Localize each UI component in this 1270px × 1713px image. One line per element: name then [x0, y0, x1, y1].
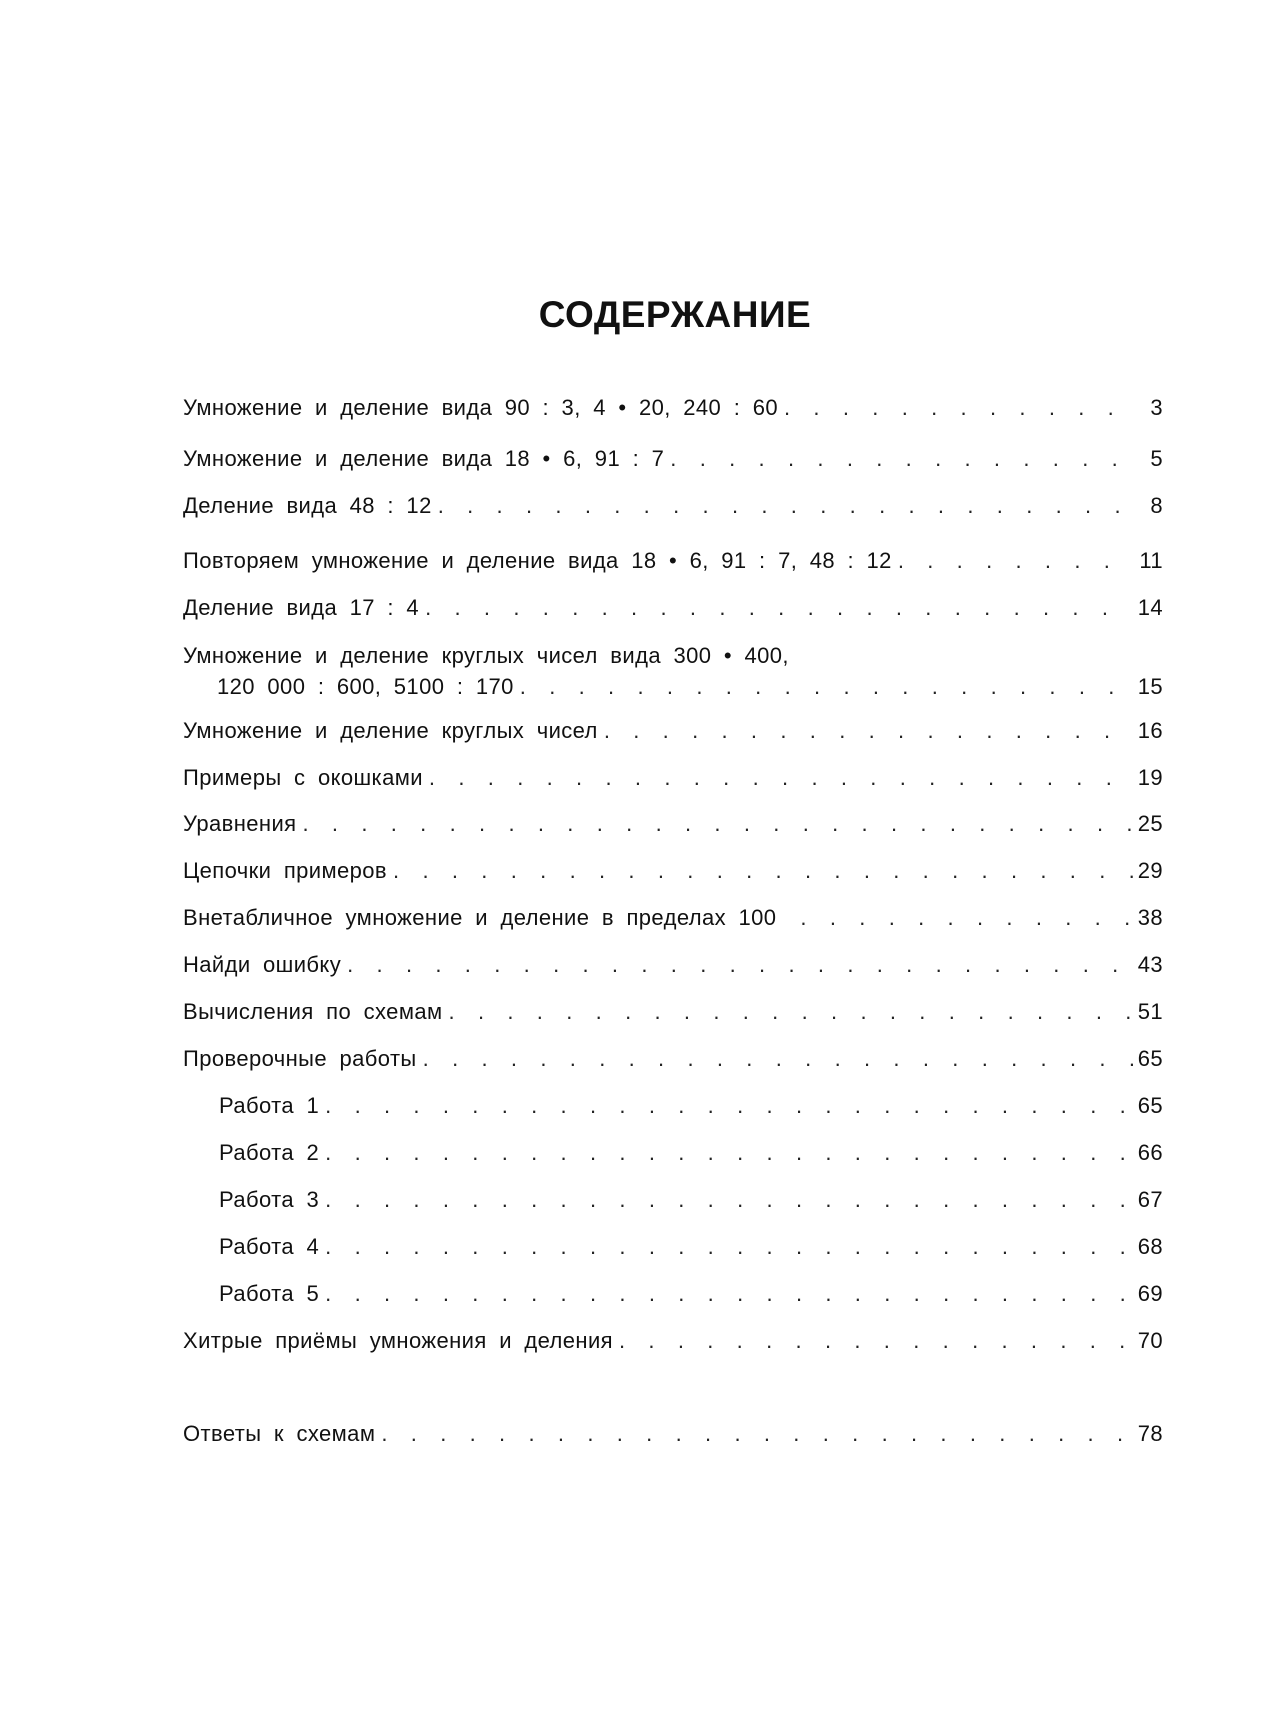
toc-entry-page: 51 [1137, 999, 1163, 1024]
toc-entry[interactable] [183, 952, 1163, 978]
toc-entry-page: 29 [1137, 858, 1163, 883]
leader-dots [325, 1187, 1133, 1213]
leader-dots [425, 595, 1133, 621]
toc-entry-title: Умножение и деление круглых чисел [183, 718, 598, 743]
toc-entry-title: Внетабличное умножение и деление в пределах 100 [183, 905, 777, 930]
leader-dots [784, 395, 1133, 421]
toc-entry-page: 16 [1137, 718, 1163, 743]
toc-entry-page: 67 [1137, 1187, 1163, 1212]
toc-entry[interactable] [183, 811, 1163, 837]
leader-dots [604, 718, 1133, 744]
toc-entry[interactable] [183, 718, 1163, 744]
page-title: СОДЕРЖАНИЕ [538, 294, 812, 335]
toc-entry-page: 25 [1137, 811, 1163, 836]
toc-entry-title: Цепочки примеров [183, 858, 388, 883]
toc-subentry[interactable] [183, 1187, 1163, 1213]
toc-entry-page: 78 [1137, 1421, 1163, 1446]
toc-entry-title: Работа 4 [219, 1234, 320, 1259]
toc-entry-title: 120 000 : 600, 5100 : 170 [217, 674, 514, 699]
toc-entry-title: Деление вида 17 : 4 [183, 595, 420, 620]
toc-entry-title: Работа 2 [219, 1140, 320, 1165]
toc-entry-page: 70 [1137, 1328, 1163, 1353]
leader-dots [520, 674, 1133, 700]
toc-entry-page: 19 [1137, 765, 1163, 790]
toc-entry-page: 38 [1137, 905, 1163, 930]
toc-entry-title: Повторяем умножение и деление вида 18 • 6, 91 : 7, 48 : 12 [183, 548, 892, 573]
leader-dots [429, 765, 1133, 791]
toc-entry-page: 11 [1139, 548, 1163, 573]
toc-entry[interactable] [183, 905, 1163, 931]
toc-entry-title: Вычисления по схемам [183, 999, 443, 1024]
leader-dots [449, 999, 1133, 1025]
leader-dots [393, 858, 1133, 884]
toc-subentry[interactable] [183, 1281, 1163, 1307]
toc-entry[interactable] [183, 643, 1163, 700]
toc-entry-page: 5 [1150, 446, 1163, 471]
toc-entry-title: Работа 5 [219, 1281, 320, 1306]
toc-subentry[interactable] [183, 1093, 1163, 1119]
toc-entry-page: 8 [1150, 493, 1163, 518]
toc-entry-title: Ответы к схемам [183, 1421, 376, 1446]
toc-entry-page: 68 [1137, 1234, 1163, 1259]
toc-entry[interactable] [183, 446, 1163, 472]
leader-dots [619, 1328, 1133, 1354]
leader-dots [381, 1421, 1133, 1447]
leader-dots [325, 1234, 1133, 1260]
toc-entry-page: 43 [1137, 952, 1163, 977]
leader-dots [325, 1093, 1133, 1119]
leader-dots [423, 1046, 1133, 1072]
toc-entry-title: Деление вида 48 : 12 [183, 493, 432, 518]
toc-entry-page: 66 [1137, 1140, 1163, 1165]
toc-entry[interactable] [183, 765, 1163, 791]
toc-entry[interactable] [183, 1046, 1163, 1072]
toc-entry[interactable] [183, 548, 1163, 574]
toc-entry-page: 69 [1137, 1281, 1163, 1306]
leader-dots [898, 548, 1133, 574]
toc-entry-title: Найди ошибку [183, 952, 342, 977]
toc-entry[interactable] [183, 1328, 1163, 1354]
leader-dots [438, 493, 1133, 519]
toc-entry[interactable] [183, 493, 1163, 519]
toc-entry-title: Проверочные работы [183, 1046, 417, 1071]
toc-entry-title: Работа 3 [219, 1187, 320, 1212]
leader-dots [347, 952, 1133, 978]
toc-entry-page: 3 [1150, 395, 1163, 420]
toc-subentry[interactable] [183, 1234, 1163, 1260]
toc-entry-page: 15 [1137, 674, 1163, 699]
toc-entry[interactable] [183, 1421, 1163, 1447]
toc-entry-page: 65 [1137, 1046, 1163, 1071]
toc-entry-page: 14 [1137, 595, 1163, 620]
leader-dots [325, 1140, 1133, 1166]
toc-entry-title: Умножение и деление вида 90 : 3, 4 • 20, 240 : 60 [183, 395, 778, 420]
toc-entry-title: Уравнения [183, 811, 297, 836]
leader-dots [800, 905, 1133, 931]
leader-dots [302, 811, 1133, 837]
toc-entry[interactable] [183, 595, 1163, 621]
leader-dots [325, 1281, 1133, 1307]
toc-entry-page: 65 [1137, 1093, 1163, 1118]
toc-entry-title: Примеры с окошками [183, 765, 423, 790]
toc-entry[interactable] [183, 999, 1163, 1025]
toc-entry-title-line1: Умножение и деление круглых чисел вида 300 • 400, [183, 643, 789, 668]
toc-entry-title: Работа 1 [219, 1093, 320, 1118]
toc-entry-title: Умножение и деление вида 18 • 6, 91 : 7 [183, 446, 665, 471]
toc-entry[interactable] [183, 858, 1163, 884]
leader-dots [670, 446, 1133, 472]
toc-entry[interactable] [183, 395, 1163, 421]
toc-entry-title: Хитрые приёмы умножения и деления [183, 1328, 613, 1353]
toc-subentry[interactable] [183, 1140, 1163, 1166]
